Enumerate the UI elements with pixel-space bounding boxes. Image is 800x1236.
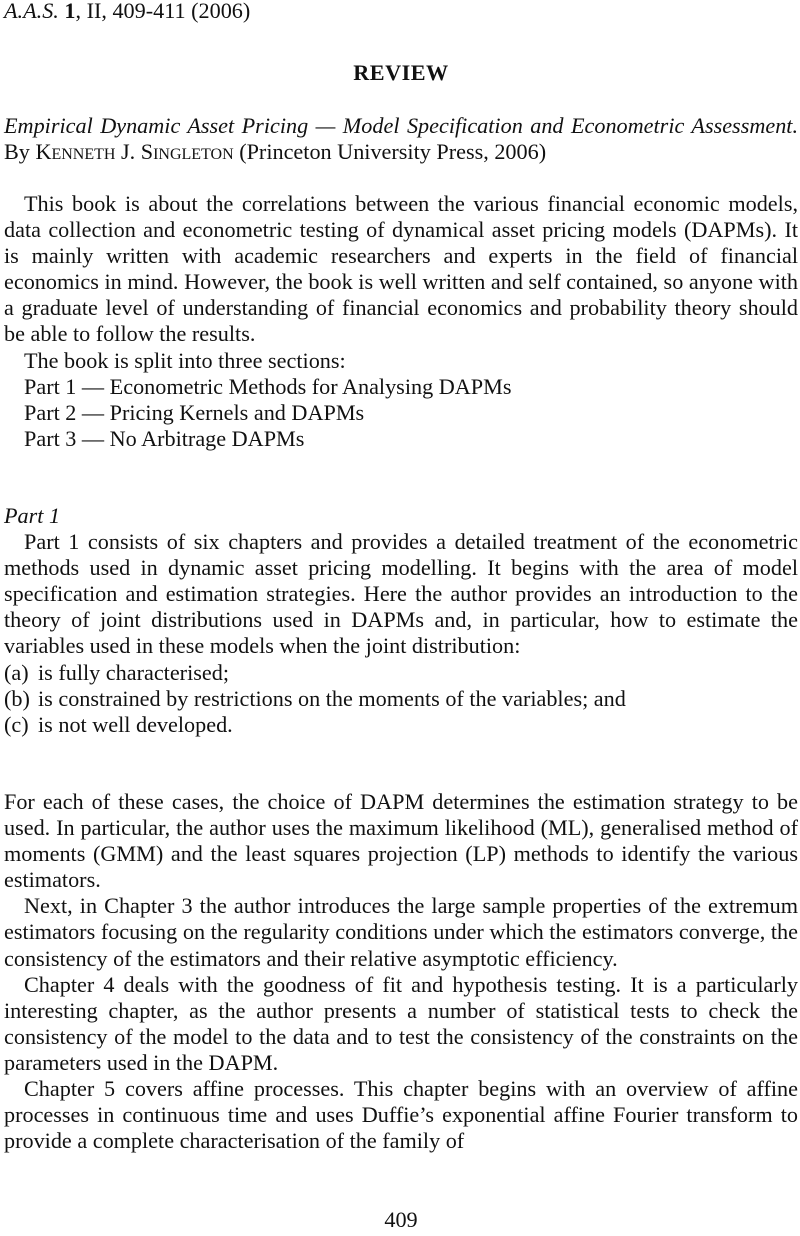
list-item-text: is not well developed.	[38, 711, 233, 737]
list-item	[4, 712, 798, 738]
journal-volume: 1	[64, 0, 76, 23]
part1-heading: Part 1	[4, 503, 61, 528]
journal-citation	[4, 0, 250, 24]
journal-abbrev: A.A.S.	[4, 0, 59, 23]
journal-citation-rest: , II, 409-411 (2006)	[75, 0, 251, 23]
book-by: By	[4, 139, 30, 165]
list-item	[4, 686, 798, 712]
section-item: Part 1 — Econometric Methods for Analysing DAPMs	[24, 373, 512, 399]
body-paragraph: For each of these cases, the choice of DAPM determines the estimation strategy to be used. In particular, the author uses the maximum likelihood (ML), generalised method of moments (GMM) and the least squares projection (LP) methods to identify the various estimators.	[4, 789, 798, 893]
part1-paragraph: Part 1 consists of six chapters and provides a detailed treatment of the econometric methods used in dynamic asset pricing modelling. It begins with the area of model specification and estimation strategies. Here the author provides an introduction to the theory of joint distributions used in DAPMs and, in particular, how to estimate the variables used in these models when the joint distribution:	[4, 529, 798, 659]
book-title: Empirical Dynamic Asset Pricing — Model Specification and Econometric Assessment.	[4, 113, 798, 138]
list-item-label: (a)	[4, 659, 29, 685]
book-author: Kenneth J. Singleton	[35, 139, 234, 165]
body-paragraph: Next, in Chapter 3 the author introduces the large sample properties of the extremum estimators focusing on the regularity conditions under which the estimators converge, the consistency of the estimators and their relative asymptotic efficiency.	[4, 893, 798, 971]
intro-paragraph: This book is about the correlations between the various financial economic models, data collection and econometric testing of dynamical asset pricing models (DAPMs). It is mainly written with academic researchers and experts in the field of financial economics in mind. However, the book is well written and self contained, so anyone with a graduate level of understanding of financial economics and probability theory should be able to follow the results.	[4, 191, 798, 347]
intro-section	[4, 191, 798, 452]
section-item: Part 3 — No Arbitrage DAPMs	[24, 425, 305, 451]
body-paragraph: Chapter 4 deals with the goodness of fit and hypothesis testing. It is a particularly interesting chapter, as the author presents a number of statistical tests to check the consistency of the model to the data and to test the consistency of the constraints on the parameters used in the DAPM.	[4, 971, 798, 1075]
book-publisher: (Princeton University Press, 2006)	[239, 139, 547, 165]
body-paragraph: Chapter 5 covers affine processes. This chapter begins with an overview of affine processes in continuous time and uses Duffie’s exponential affine Fourier transform to provide a complete characterisation of the family of	[4, 1076, 798, 1154]
list-item-label: (c)	[4, 711, 29, 737]
list-item	[4, 660, 798, 686]
part1-section	[4, 503, 798, 738]
body-section	[4, 789, 798, 1154]
review-title: REVIEW	[353, 60, 449, 85]
list-item-text: is fully characterised;	[38, 659, 229, 685]
list-item-text: is constrained by restrictions on the moments of the variables; and	[38, 685, 626, 711]
list-item-label: (b)	[4, 685, 30, 711]
book-reference	[4, 113, 798, 165]
section-item: Part 2 — Pricing Kernels and DAPMs	[24, 399, 365, 425]
sections-intro: The book is split into three sections:	[24, 347, 346, 373]
page-number: 409	[384, 1207, 418, 1232]
